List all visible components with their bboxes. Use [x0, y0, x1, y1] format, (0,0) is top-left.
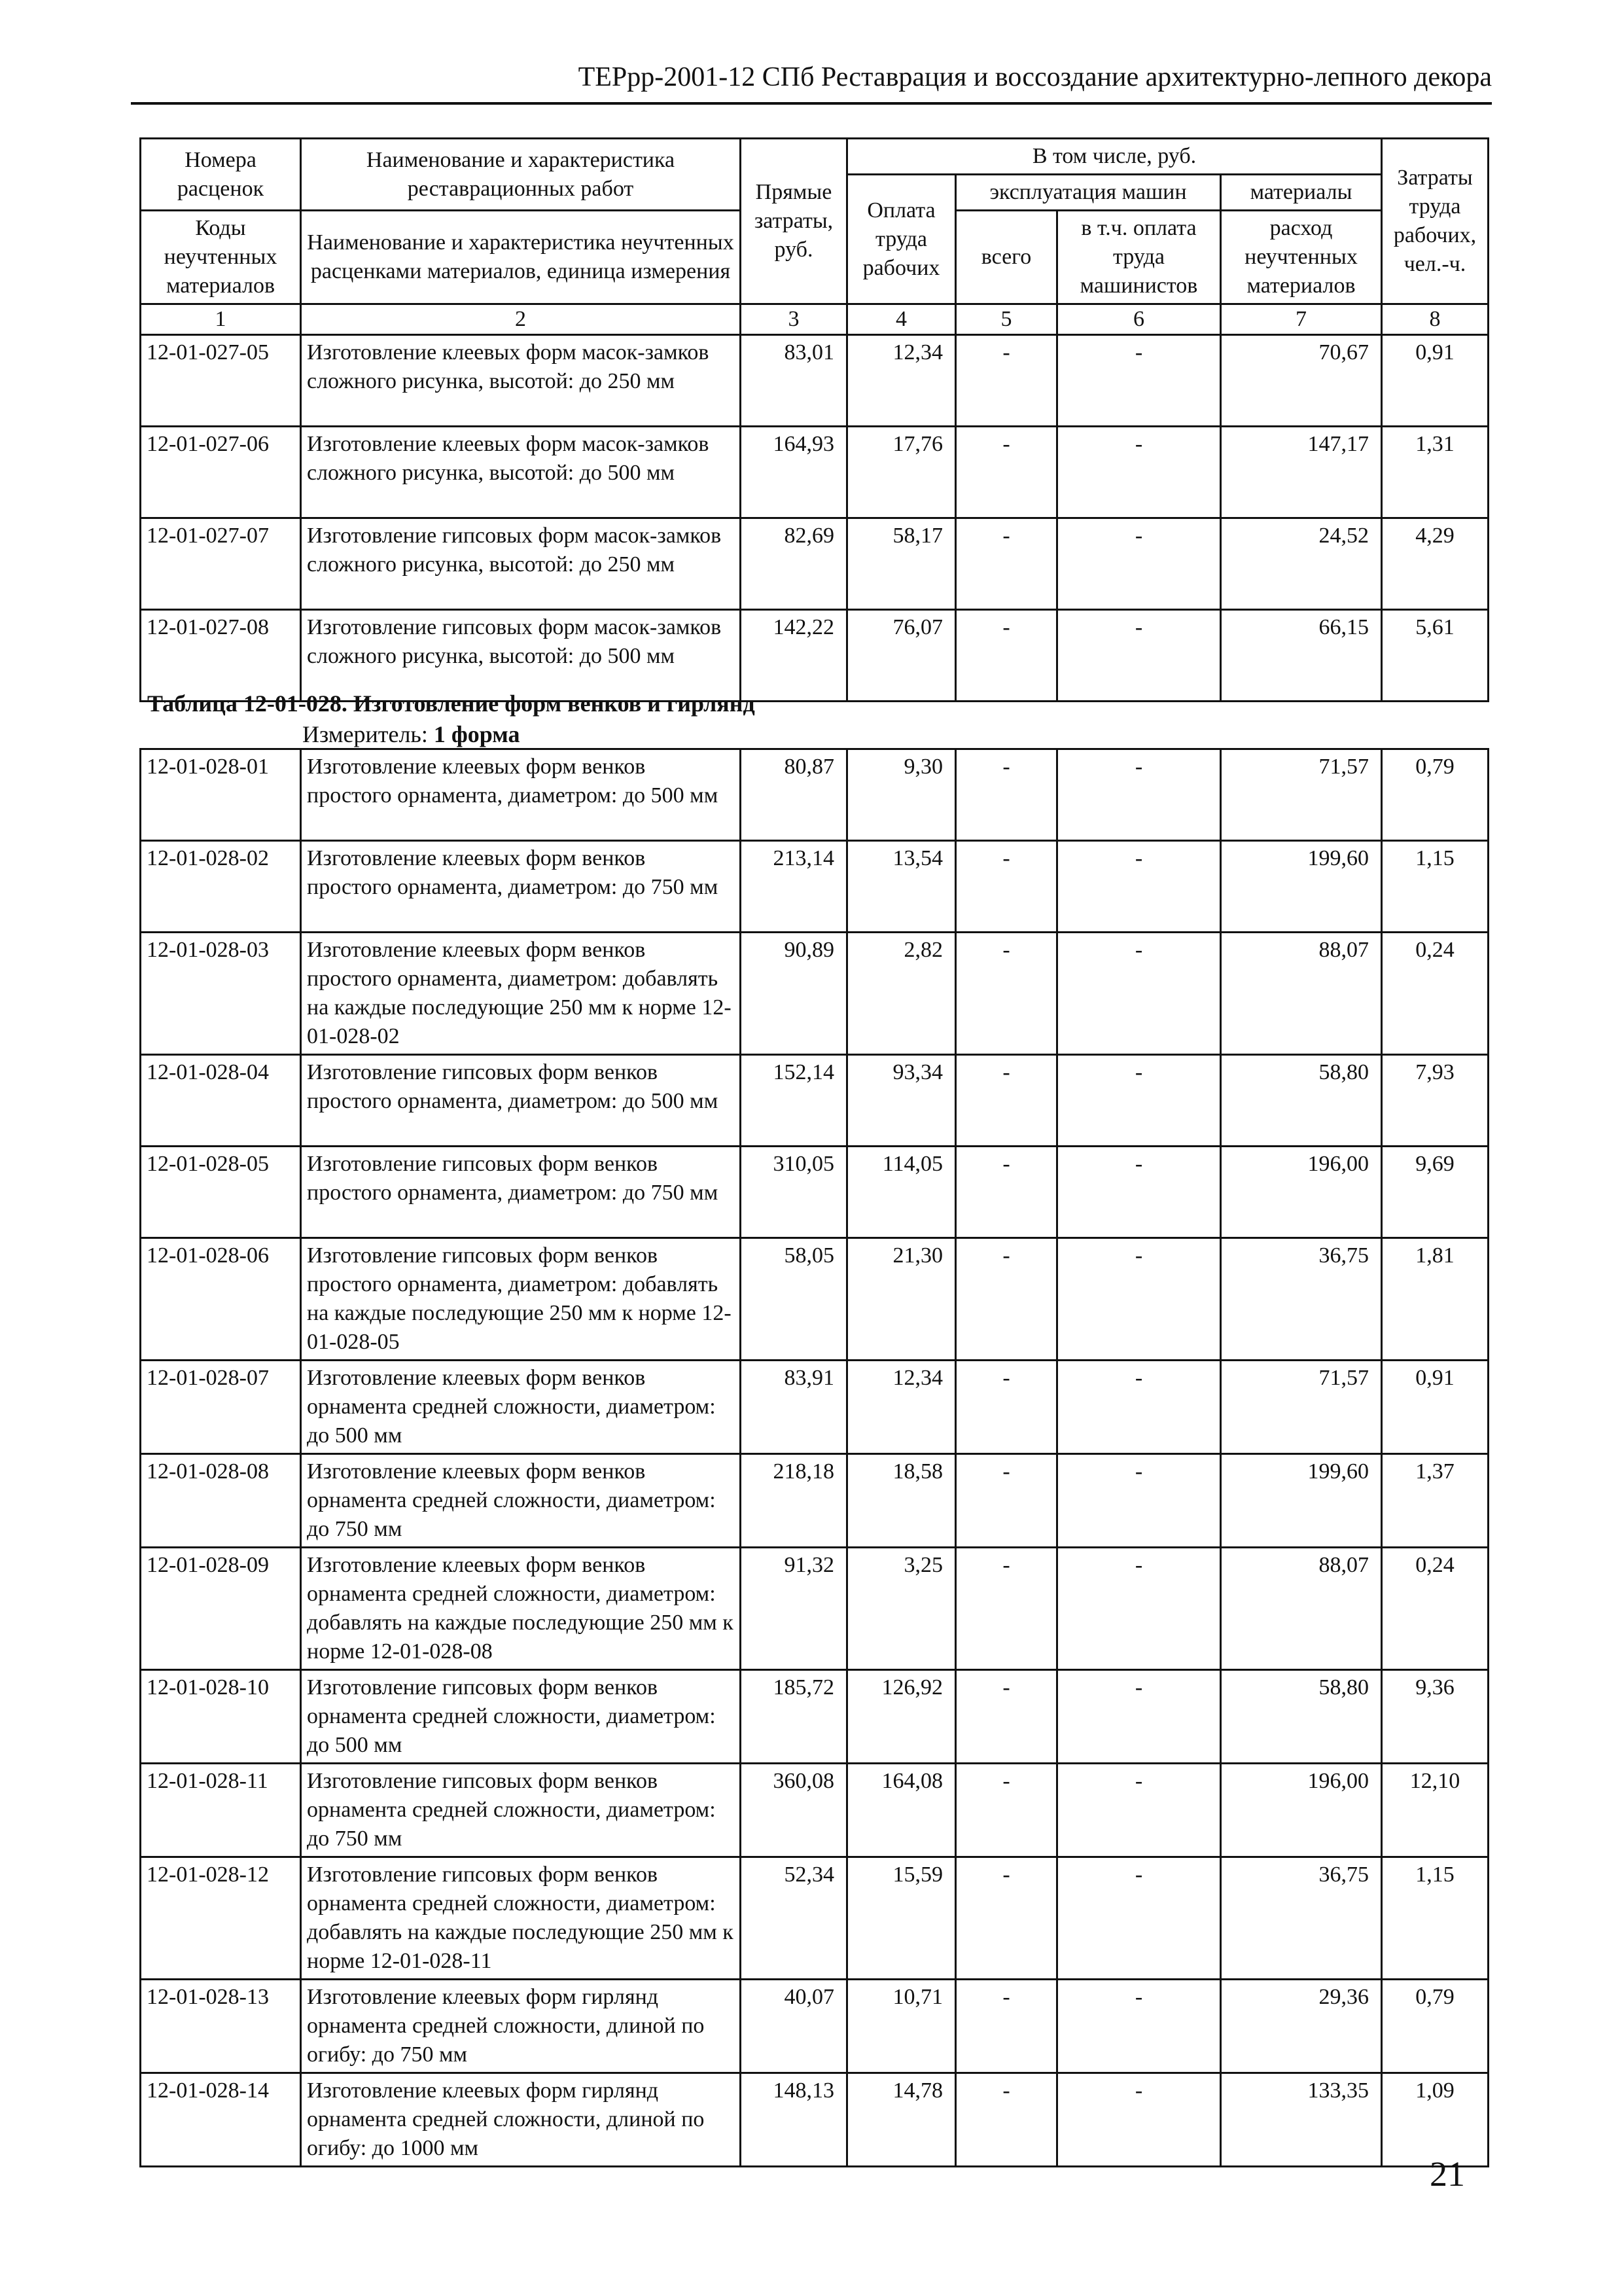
labor-hours: 1,09: [1382, 2073, 1489, 2167]
labor-hours: 1,37: [1382, 1454, 1489, 1548]
direct-cost: 80,87: [741, 749, 847, 841]
machinist-wages: -: [1057, 427, 1221, 518]
worker-wages: 18,58: [847, 1454, 956, 1548]
rate-code: 12-01-027-06: [141, 427, 301, 518]
direct-cost: 185,72: [741, 1670, 847, 1764]
machine-cost: -: [956, 1857, 1057, 1980]
col-codes-top: Номера расценок: [141, 139, 301, 211]
direct-cost: 142,22: [741, 610, 847, 702]
labor-hours: 1,15: [1382, 841, 1489, 933]
table-row: [141, 1670, 1489, 1764]
materials-cost: 199,60: [1221, 1454, 1382, 1548]
rate-code: 12-01-027-05: [141, 335, 301, 427]
machinist-wages: -: [1057, 2073, 1221, 2167]
direct-cost: 40,07: [741, 1980, 847, 2073]
rate-code: 12-01-028-13: [141, 1980, 301, 2073]
worker-wages: 14,78: [847, 2073, 956, 2167]
worker-wages: 10,71: [847, 1980, 956, 2073]
table-row: [141, 841, 1489, 933]
rate-description: Изготовление клеевых форм венков простого орнамента, диаметром: добавлять на каждые последующие 250 мм к норме 12-01-028-02: [301, 933, 741, 1055]
rate-code: 12-01-028-05: [141, 1147, 301, 1238]
machinist-wages: -: [1057, 1055, 1221, 1147]
measure-value: 1 форма: [433, 721, 520, 747]
labor-hours: 5,61: [1382, 610, 1489, 702]
worker-wages: 2,82: [847, 933, 956, 1055]
materials-cost: 36,75: [1221, 1857, 1382, 1980]
materials-cost: 88,07: [1221, 933, 1382, 1055]
direct-cost: 90,89: [741, 933, 847, 1055]
rate-code: 12-01-028-04: [141, 1055, 301, 1147]
worker-wages: 9,30: [847, 749, 956, 841]
machinist-wages: -: [1057, 1454, 1221, 1548]
rate-description: Изготовление гипсовых форм венков простого орнамента, диаметром: добавлять на каждые последующие 250 мм к норме 12-01-028-05: [301, 1238, 741, 1361]
worker-wages: 114,05: [847, 1147, 956, 1238]
machinist-wages: -: [1057, 1361, 1221, 1454]
materials-cost: 71,57: [1221, 749, 1382, 841]
machinist-wages: -: [1057, 518, 1221, 610]
table-row: [141, 933, 1489, 1055]
table-row: [141, 427, 1489, 518]
column-number-row: [141, 304, 1489, 335]
col-number: 5: [956, 304, 1057, 335]
rate-code: 12-01-028-08: [141, 1454, 301, 1548]
direct-cost: 152,14: [741, 1055, 847, 1147]
direct-cost: 360,08: [741, 1764, 847, 1857]
table-row: [141, 1238, 1489, 1361]
materials-cost: 24,52: [1221, 518, 1382, 610]
rate-description: Изготовление клеевых форм гирлянд орнамента средней сложности, длиной по огибу: до 750 мм: [301, 1980, 741, 2073]
rate-description: Изготовление гипсовых форм венков орнамента средней сложности, диаметром: до 500 мм: [301, 1670, 741, 1764]
materials-cost: 66,15: [1221, 610, 1382, 702]
machinist-wages: -: [1057, 1980, 1221, 2073]
table-row: [141, 335, 1489, 427]
rate-description: Изготовление гипсовых форм венков орнамента средней сложности, диаметром: до 750 мм: [301, 1764, 741, 1857]
rate-code: 12-01-028-02: [141, 841, 301, 933]
materials-cost: 71,57: [1221, 1361, 1382, 1454]
machinist-wages: -: [1057, 841, 1221, 933]
col-wages: Оплата труда рабочих: [847, 175, 956, 304]
machinist-wages: -: [1057, 1548, 1221, 1670]
machine-cost: -: [956, 933, 1057, 1055]
direct-cost: 213,14: [741, 841, 847, 933]
labor-hours: 1,31: [1382, 427, 1489, 518]
col-number: 2: [301, 304, 741, 335]
direct-cost: 83,91: [741, 1361, 847, 1454]
machine-cost: -: [956, 1454, 1057, 1548]
col-machines: эксплуатация машин: [956, 175, 1221, 211]
materials-cost: 58,80: [1221, 1055, 1382, 1147]
materials-cost: 58,80: [1221, 1670, 1382, 1764]
measure-label: Измеритель:: [302, 721, 434, 747]
direct-cost: 58,05: [741, 1238, 847, 1361]
measure-line: [302, 720, 520, 749]
col-machines-wages: в т.ч. оплата труда машинистов: [1057, 211, 1221, 304]
machine-cost: -: [956, 335, 1057, 427]
labor-hours: 0,24: [1382, 1548, 1489, 1670]
direct-cost: 148,13: [741, 2073, 847, 2167]
rate-code: 12-01-028-09: [141, 1548, 301, 1670]
worker-wages: 164,08: [847, 1764, 956, 1857]
machinist-wages: -: [1057, 1764, 1221, 1857]
worker-wages: 93,34: [847, 1055, 956, 1147]
table-row: [141, 1980, 1489, 2073]
rate-description: Изготовление клеевых форм масок-замков сложного рисунка, высотой: до 250 мм: [301, 335, 741, 427]
machine-cost: -: [956, 1055, 1057, 1147]
rate-code: 12-01-028-06: [141, 1238, 301, 1361]
labor-hours: 0,91: [1382, 335, 1489, 427]
machine-cost: -: [956, 1764, 1057, 1857]
machinist-wages: -: [1057, 1670, 1221, 1764]
direct-cost: 310,05: [741, 1147, 847, 1238]
rate-code: 12-01-028-01: [141, 749, 301, 841]
table-row: [141, 1361, 1489, 1454]
rate-code: 12-01-028-11: [141, 1764, 301, 1857]
machinist-wages: -: [1057, 1238, 1221, 1361]
table-row: [141, 1454, 1489, 1548]
materials-cost: 29,36: [1221, 1980, 1382, 2073]
rate-code: 12-01-027-08: [141, 610, 301, 702]
machinist-wages: -: [1057, 1857, 1221, 1980]
labor-hours: 1,81: [1382, 1238, 1489, 1361]
worker-wages: 58,17: [847, 518, 956, 610]
rate-code: 12-01-028-10: [141, 1670, 301, 1764]
materials-cost: 196,00: [1221, 1147, 1382, 1238]
col-number: 8: [1382, 304, 1489, 335]
worker-wages: 13,54: [847, 841, 956, 933]
worker-wages: 21,30: [847, 1238, 956, 1361]
direct-cost: 82,69: [741, 518, 847, 610]
machine-cost: -: [956, 1147, 1057, 1238]
col-materials: материалы: [1221, 175, 1382, 211]
rate-description: Изготовление гипсовых форм масок-замков сложного рисунка, высотой: до 250 мм: [301, 518, 741, 610]
machine-cost: -: [956, 518, 1057, 610]
machine-cost: -: [956, 1238, 1057, 1361]
labor-hours: 0,79: [1382, 749, 1489, 841]
rate-code: 12-01-028-14: [141, 2073, 301, 2167]
table-row: [141, 610, 1489, 702]
machine-cost: -: [956, 427, 1057, 518]
table-caption: Таблица 12-01-028. Изготовление форм венков и гирлянд: [147, 690, 755, 717]
materials-cost: 36,75: [1221, 1238, 1382, 1361]
rate-description: Изготовление гипсовых форм венков простого орнамента, диаметром: до 500 мм: [301, 1055, 741, 1147]
rate-description: Изготовление клеевых форм венков орнамента средней сложности, диаметром: до 500 мм: [301, 1361, 741, 1454]
col-number: 4: [847, 304, 956, 335]
labor-hours: 7,93: [1382, 1055, 1489, 1147]
worker-wages: 3,25: [847, 1548, 956, 1670]
col-codes-bottom: Коды неучтенных материалов: [141, 211, 301, 304]
machinist-wages: -: [1057, 749, 1221, 841]
rate-description: Изготовление клеевых форм гирлянд орнамента средней сложности, длиной по огибу: до 1000 мм: [301, 2073, 741, 2167]
table-head: [141, 139, 1489, 335]
labor-hours: 4,29: [1382, 518, 1489, 610]
worker-wages: 12,34: [847, 335, 956, 427]
rates-table-028: [139, 748, 1489, 2167]
rates-table-027: [139, 137, 1489, 702]
materials-cost: 70,67: [1221, 335, 1382, 427]
rate-description: Изготовление гипсовых форм масок-замков сложного рисунка, высотой: до 500 мм: [301, 610, 741, 702]
machine-cost: -: [956, 610, 1057, 702]
labor-hours: 9,69: [1382, 1147, 1489, 1238]
col-number: 1: [141, 304, 301, 335]
rate-code: 12-01-028-07: [141, 1361, 301, 1454]
table-row: [141, 518, 1489, 610]
machinist-wages: -: [1057, 933, 1221, 1055]
table-row: [141, 749, 1489, 841]
machine-cost: -: [956, 1670, 1057, 1764]
col-labor: Затраты труда рабочих, чел.-ч.: [1382, 139, 1489, 304]
page-number: 21: [1430, 2154, 1465, 2194]
machine-cost: -: [956, 1548, 1057, 1670]
direct-cost: 164,93: [741, 427, 847, 518]
col-number: 6: [1057, 304, 1221, 335]
machine-cost: -: [956, 1980, 1057, 2073]
direct-cost: 218,18: [741, 1454, 847, 1548]
labor-hours: 0,91: [1382, 1361, 1489, 1454]
rate-description: Изготовление клеевых форм венков простого орнамента, диаметром: до 500 мм: [301, 749, 741, 841]
labor-hours: 0,24: [1382, 933, 1489, 1055]
worker-wages: 12,34: [847, 1361, 956, 1454]
table-row: [141, 1764, 1489, 1857]
header-rule: [131, 102, 1492, 105]
machine-cost: -: [956, 841, 1057, 933]
table-body-027: [141, 335, 1489, 702]
rate-description: Изготовление клеевых форм венков орнамента средней сложности, диаметром: добавлять на каждые последующие 250 мм к норме 12-01-028-08: [301, 1548, 741, 1670]
col-incl: В том числе, руб.: [847, 139, 1382, 175]
table-row: [141, 1548, 1489, 1670]
worker-wages: 126,92: [847, 1670, 956, 1764]
worker-wages: 17,76: [847, 427, 956, 518]
rate-description: Изготовление клеевых форм венков орнамента средней сложности, диаметром: до 750 мм: [301, 1454, 741, 1548]
table-body-028: [141, 749, 1489, 2167]
col-direct: Прямые затраты, руб.: [741, 139, 847, 304]
direct-cost: 83,01: [741, 335, 847, 427]
col-name-top: Наименование и характеристика реставрационных работ: [301, 139, 741, 211]
machine-cost: -: [956, 1361, 1057, 1454]
rate-code: 12-01-027-07: [141, 518, 301, 610]
machine-cost: -: [956, 749, 1057, 841]
materials-cost: 199,60: [1221, 841, 1382, 933]
machinist-wages: -: [1057, 1147, 1221, 1238]
rate-description: Изготовление гипсовых форм венков орнамента средней сложности, диаметром: добавлять на каждые последующие 250 мм к норме 12-01-028-11: [301, 1857, 741, 1980]
materials-cost: 88,07: [1221, 1548, 1382, 1670]
materials-cost: 147,17: [1221, 427, 1382, 518]
materials-cost: 133,35: [1221, 2073, 1382, 2167]
direct-cost: 52,34: [741, 1857, 847, 1980]
labor-hours: 1,15: [1382, 1857, 1489, 1980]
labor-hours: 9,36: [1382, 1670, 1489, 1764]
col-machines-total: всего: [956, 211, 1057, 304]
rate-description: Изготовление клеевых форм масок-замков сложного рисунка, высотой: до 500 мм: [301, 427, 741, 518]
machinist-wages: -: [1057, 610, 1221, 702]
table-row: [141, 2073, 1489, 2167]
col-number: 3: [741, 304, 847, 335]
col-name-bottom: Наименование и характеристика неучтенных расценками материалов, единица измерения: [301, 211, 741, 304]
labor-hours: 0,79: [1382, 1980, 1489, 2073]
col-materials-unaccounted: расход неучтенных материалов: [1221, 211, 1382, 304]
rate-code: 12-01-028-03: [141, 933, 301, 1055]
table-row: [141, 1055, 1489, 1147]
worker-wages: 76,07: [847, 610, 956, 702]
direct-cost: 91,32: [741, 1548, 847, 1670]
table-row: [141, 1147, 1489, 1238]
rate-description: Изготовление клеевых форм венков простого орнамента, диаметром: до 750 мм: [301, 841, 741, 933]
machine-cost: -: [956, 2073, 1057, 2167]
rate-description: Изготовление гипсовых форм венков простого орнамента, диаметром: до 750 мм: [301, 1147, 741, 1238]
machinist-wages: -: [1057, 335, 1221, 427]
worker-wages: 15,59: [847, 1857, 956, 1980]
page-header: ТЕРрр-2001-12 СПб Реставрация и воссоздание архитектурно-лепного декора: [578, 62, 1492, 92]
rate-code: 12-01-028-12: [141, 1857, 301, 1980]
materials-cost: 196,00: [1221, 1764, 1382, 1857]
labor-hours: 12,10: [1382, 1764, 1489, 1857]
table-row: [141, 1857, 1489, 1980]
col-number: 7: [1221, 304, 1382, 335]
